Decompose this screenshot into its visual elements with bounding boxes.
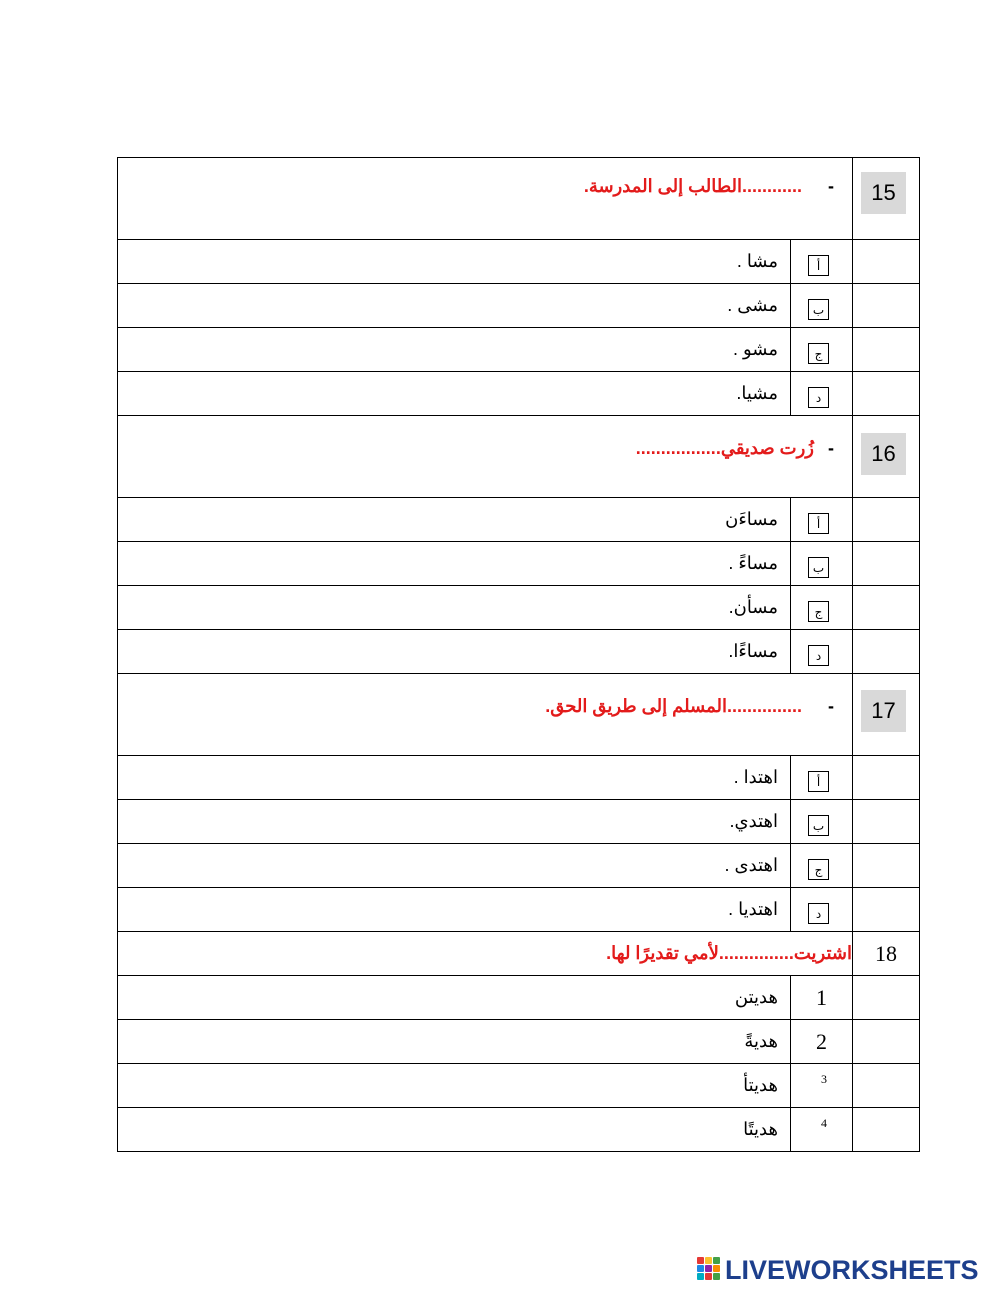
option-letter-cell: [791, 630, 853, 674]
option-letter-cell: [791, 844, 853, 888]
option-letter: د: [808, 903, 829, 924]
question-number: 17: [861, 690, 906, 732]
option-text[interactable]: اهتدي.: [118, 800, 791, 844]
empty-cell: [853, 240, 920, 284]
question-row-16: [118, 416, 920, 498]
empty-cell: [853, 372, 920, 416]
option-row[interactable]: [118, 844, 920, 888]
option-letter-cell: [791, 756, 853, 800]
question-text-cell: [118, 416, 853, 498]
question-number-cell: [853, 158, 920, 240]
option-text[interactable]: مشا .: [118, 240, 791, 284]
option-letter-cell: [791, 586, 853, 630]
option-letter: ج: [808, 601, 829, 622]
option-number-cell: [791, 1064, 853, 1108]
option-row[interactable]: [118, 800, 920, 844]
option-number-cell: [791, 1108, 853, 1152]
option-text[interactable]: هديتن: [118, 976, 791, 1020]
option-letter: ب: [808, 557, 829, 578]
option-number: 2: [791, 1020, 853, 1064]
option-text[interactable]: مساءًا.: [118, 630, 791, 674]
question-number-cell: [853, 674, 920, 756]
question-row-18: [118, 932, 920, 976]
option-number: 3: [821, 1072, 827, 1086]
option-row[interactable]: [118, 1064, 920, 1108]
question-number: 18: [853, 932, 920, 976]
option-letter: أ: [808, 771, 829, 792]
empty-cell: [853, 542, 920, 586]
question-text: اشتريت...............لأمي تقديرًا لها.: [118, 932, 853, 976]
option-letter-cell: [791, 542, 853, 586]
question-row-17: [118, 674, 920, 756]
empty-cell: [853, 844, 920, 888]
empty-cell: [853, 800, 920, 844]
option-row[interactable]: [118, 630, 920, 674]
empty-cell: [853, 284, 920, 328]
option-letter: أ: [808, 513, 829, 534]
option-letter-cell: [791, 284, 853, 328]
question-dash: -: [828, 696, 834, 716]
empty-cell: [853, 630, 920, 674]
empty-cell: [853, 756, 920, 800]
option-text[interactable]: مشيا.: [118, 372, 791, 416]
option-letter-cell: [791, 888, 853, 932]
empty-cell: [853, 1020, 920, 1064]
option-row[interactable]: [118, 756, 920, 800]
quiz-table: [117, 157, 920, 1152]
question-text: ...............المسلم إلى طريق الحق.: [545, 696, 802, 716]
question-number: 16: [861, 433, 906, 475]
option-row[interactable]: [118, 498, 920, 542]
question-number-cell: [853, 416, 920, 498]
option-row[interactable]: [118, 284, 920, 328]
option-letter-cell: [791, 328, 853, 372]
option-number: 4: [821, 1116, 827, 1130]
question-text: زُرت صديقي.................: [635, 438, 814, 458]
option-letter: د: [808, 387, 829, 408]
question-text: ............الطالب إلى المدرسة.: [583, 176, 802, 196]
question-number: 15: [861, 172, 906, 214]
option-row[interactable]: [118, 888, 920, 932]
option-text[interactable]: هديتأ: [118, 1064, 791, 1108]
option-letter: أ: [808, 255, 829, 276]
option-row[interactable]: [118, 976, 920, 1020]
question-text-cell: [118, 674, 853, 756]
empty-cell: [853, 976, 920, 1020]
option-row[interactable]: [118, 372, 920, 416]
liveworksheets-logo-text: LIVEWORKSHEETS: [725, 1254, 979, 1285]
empty-cell: [853, 1064, 920, 1108]
option-letter-cell: [791, 800, 853, 844]
option-text[interactable]: اهتدى .: [118, 844, 791, 888]
option-row[interactable]: [118, 1108, 920, 1152]
option-row[interactable]: [118, 542, 920, 586]
option-letter-cell: [791, 240, 853, 284]
option-text[interactable]: اهتديا .: [118, 888, 791, 932]
empty-cell: [853, 888, 920, 932]
option-text[interactable]: مشو .: [118, 328, 791, 372]
option-letter: ب: [808, 299, 829, 320]
option-text[interactable]: مسأن.: [118, 586, 791, 630]
empty-cell: [853, 498, 920, 542]
option-row[interactable]: [118, 240, 920, 284]
option-text[interactable]: هديتًا: [118, 1108, 791, 1152]
option-text[interactable]: مشى .: [118, 284, 791, 328]
option-text[interactable]: مساءً .: [118, 542, 791, 586]
liveworksheets-logo-icon: [697, 1257, 721, 1283]
option-letter: ج: [808, 859, 829, 880]
option-letter: د: [808, 645, 829, 666]
empty-cell: [853, 586, 920, 630]
option-letter-cell: [791, 372, 853, 416]
option-row[interactable]: [118, 1020, 920, 1064]
option-text[interactable]: مساءَن: [118, 498, 791, 542]
option-text[interactable]: هديةً: [118, 1020, 791, 1064]
option-letter: ب: [808, 815, 829, 836]
option-number: 1: [791, 976, 853, 1020]
option-letter-cell: [791, 498, 853, 542]
option-row[interactable]: [118, 328, 920, 372]
question-dash: -: [828, 438, 834, 458]
empty-cell: [853, 1108, 920, 1152]
option-row[interactable]: [118, 586, 920, 630]
liveworksheets-logo: [697, 1255, 979, 1285]
option-text[interactable]: اهتدا .: [118, 756, 791, 800]
option-letter: ج: [808, 343, 829, 364]
question-row-15: [118, 158, 920, 240]
question-dash: -: [828, 176, 834, 196]
empty-cell: [853, 328, 920, 372]
question-text-cell: [118, 158, 853, 240]
